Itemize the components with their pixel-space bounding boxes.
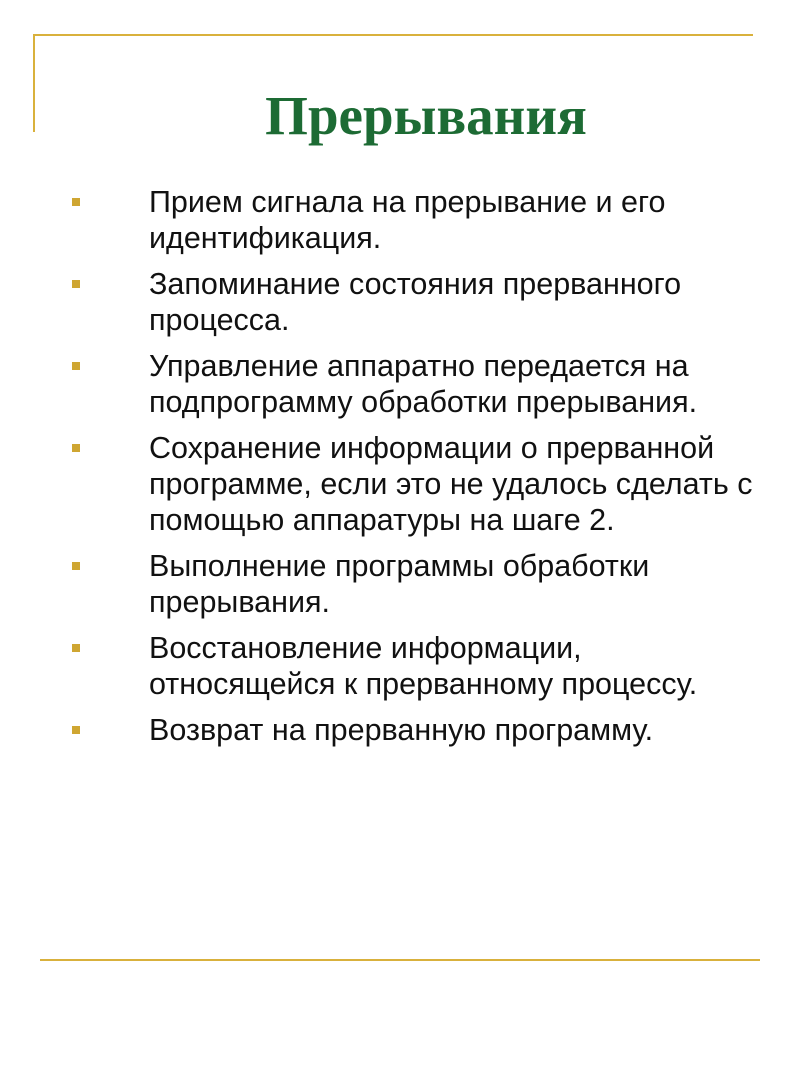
square-bullet-icon bbox=[72, 280, 80, 288]
bullet-item-5 bbox=[72, 548, 762, 620]
bullet-item-7 bbox=[72, 712, 762, 748]
slide-title: Прерывания bbox=[265, 85, 587, 146]
bullet-item-2 bbox=[72, 266, 762, 338]
bullet-text: Запоминание состояния прерванного процесса. bbox=[149, 267, 682, 337]
bullet-list bbox=[72, 184, 762, 758]
bullet-text: Сохранение информации о прерванной программе, если это не удалось сделать с помощью аппаратуры на шаге 2. bbox=[149, 431, 753, 537]
bullet-text: Возврат на прерванную программу. bbox=[149, 713, 654, 747]
bullet-text: Прием сигнала на прерывание и его идентификация. bbox=[149, 185, 666, 255]
top-rule bbox=[33, 34, 753, 36]
bullet-text: Управление аппаратно передается на подпрограмму обработки прерывания. bbox=[149, 349, 698, 419]
square-bullet-icon bbox=[72, 644, 80, 652]
bullet-text: Восстановление информации, относящейся к прерванному процессу. bbox=[149, 631, 698, 701]
square-bullet-icon bbox=[72, 198, 80, 206]
square-bullet-icon bbox=[72, 562, 80, 570]
bullet-text: Выполнение программы обработки прерывания. bbox=[149, 549, 650, 619]
square-bullet-icon bbox=[72, 362, 80, 370]
bullet-item-4 bbox=[72, 430, 762, 538]
square-bullet-icon bbox=[72, 726, 80, 734]
square-bullet-icon bbox=[72, 444, 80, 452]
bullet-item-3 bbox=[72, 348, 762, 420]
bullet-item-1 bbox=[72, 184, 762, 256]
bullet-item-6 bbox=[72, 630, 762, 702]
bottom-rule bbox=[40, 959, 760, 961]
